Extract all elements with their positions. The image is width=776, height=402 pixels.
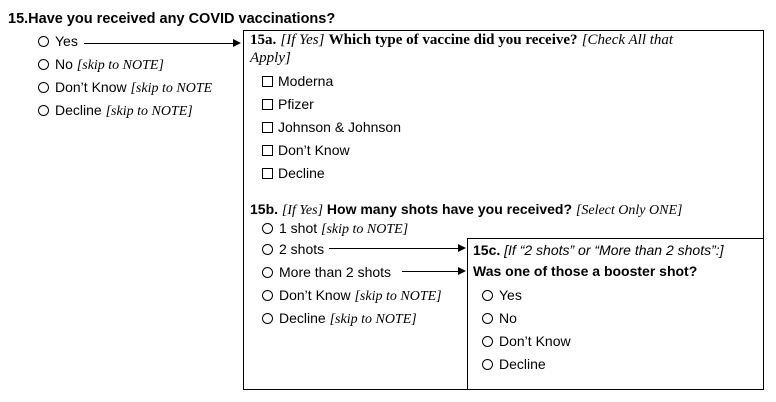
q15b-number: 15b. <box>250 201 279 217</box>
checkbox-icon <box>262 99 273 110</box>
radio-icon <box>38 59 49 70</box>
option-label: Decline <box>279 310 326 326</box>
option-note: [skip to NOTE] <box>354 289 442 304</box>
radio-icon <box>38 36 49 47</box>
q15b-option-decline[interactable] <box>262 309 417 329</box>
q15a-option-dont-know[interactable] <box>262 141 350 159</box>
q15b-heading <box>250 200 682 220</box>
q15-option-no[interactable] <box>38 55 164 75</box>
q15c-question: Was one of those a booster shot? <box>473 263 698 279</box>
q15a-number: 15a. <box>250 32 277 48</box>
arrow-to-15a <box>84 43 234 44</box>
arrow-to-15c <box>402 271 459 272</box>
q15a-condition: [If Yes] <box>280 32 325 48</box>
radio-icon <box>262 223 273 234</box>
radio-icon <box>482 359 493 370</box>
q15c-number: 15c. <box>473 242 501 258</box>
option-note: [skip to NOTE <box>130 81 213 96</box>
q15b-option-1-shot[interactable] <box>262 219 408 239</box>
checkbox-icon <box>262 145 273 156</box>
option-label: No <box>499 310 517 326</box>
arrow-head-icon <box>233 39 241 47</box>
radio-icon <box>262 267 273 278</box>
q15b-question: How many shots have you received? <box>326 201 573 217</box>
option-note: [skip to NOTE] <box>329 312 417 327</box>
option-label: Don’t Know <box>279 287 351 303</box>
option-label: Pfizer <box>278 96 314 112</box>
q15c-heading <box>473 241 724 259</box>
q15b-option-more-than-2[interactable] <box>262 263 391 281</box>
option-label: 1 shot <box>279 220 318 236</box>
radio-icon <box>262 244 273 255</box>
radio-icon <box>482 290 493 301</box>
radio-icon <box>38 105 49 116</box>
option-label: Yes <box>499 287 522 303</box>
radio-icon <box>482 313 493 324</box>
radio-icon <box>262 290 273 301</box>
q15-option-dont-know[interactable] <box>38 78 212 98</box>
arrow-head-icon <box>458 267 466 275</box>
q15c-option-dont-know[interactable] <box>482 332 571 350</box>
q15c-option-no[interactable] <box>482 309 517 327</box>
option-label: Moderna <box>278 73 334 89</box>
option-label: Johnson & Johnson <box>278 119 401 135</box>
option-label: Don’t Know <box>55 79 127 95</box>
option-label: More than 2 shots <box>279 264 392 280</box>
q15b-option-dont-know[interactable] <box>262 286 442 306</box>
option-note: [skip to NOTE] <box>105 104 193 119</box>
q15c-option-decline[interactable] <box>482 355 546 373</box>
q15-number: 15. <box>8 11 29 27</box>
q15c-condition: [If “2 shots” or “More than 2 shots”:] <box>504 242 724 258</box>
q15-heading <box>8 10 335 28</box>
q15a-option-decline[interactable] <box>262 164 325 182</box>
q15b-instruction: [Select Only ONE] <box>575 203 683 218</box>
checkbox-icon <box>262 122 273 133</box>
q15a-heading <box>250 31 673 49</box>
arrow-head-icon <box>458 244 466 252</box>
q15a-question: Which type of vaccine did you receive? <box>328 32 578 48</box>
radio-icon <box>38 82 49 93</box>
radio-icon <box>482 336 493 347</box>
radio-icon <box>262 313 273 324</box>
q15a-option-johnson[interactable] <box>262 118 401 136</box>
q15-question: Have you received any COVID vaccinations? <box>28 11 336 27</box>
q15a-option-moderna[interactable] <box>262 72 333 90</box>
checkbox-icon <box>262 168 273 179</box>
arrow-to-15c <box>329 248 459 249</box>
q15a-option-pfizer[interactable] <box>262 95 314 113</box>
option-label: Decline <box>278 165 325 181</box>
q15b-option-2-shots[interactable] <box>262 240 324 258</box>
q15c-option-yes[interactable] <box>482 286 522 304</box>
option-note: [skip to NOTE] <box>76 58 164 73</box>
option-label: Decline <box>55 102 102 118</box>
option-label: No <box>55 56 73 72</box>
option-label: Yes <box>55 33 78 49</box>
q15a-instruction-cont: Apply] <box>250 50 291 66</box>
option-note: [skip to NOTE] <box>321 222 409 237</box>
q15b-condition: [If Yes] <box>281 203 324 218</box>
q15-option-decline[interactable] <box>38 101 193 121</box>
q15-option-yes[interactable] <box>38 32 78 50</box>
option-label: Don’t Know <box>278 142 350 158</box>
option-label: Don’t Know <box>499 333 571 349</box>
q15a-instruction: [Check All that <box>581 32 674 48</box>
checkbox-icon <box>262 76 273 87</box>
option-label: Decline <box>499 356 546 372</box>
option-label: 2 shots <box>279 241 325 257</box>
